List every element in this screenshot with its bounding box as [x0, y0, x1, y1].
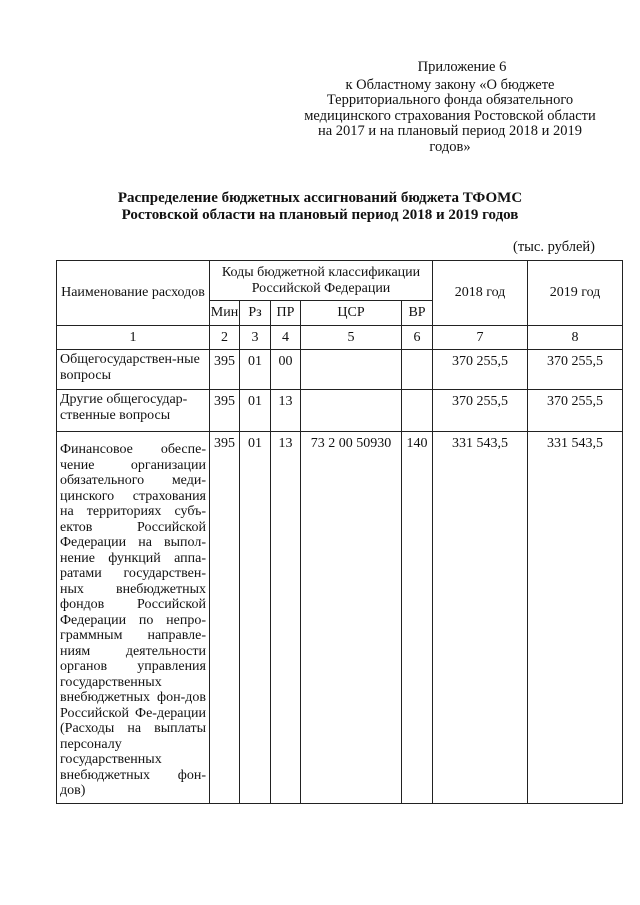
header-codes: Коды бюджетной классификации Российской Федерации [210, 261, 433, 301]
header-name: Наименование расходов [57, 261, 210, 326]
header-min: Мин [210, 301, 240, 326]
header-vr: ВР [402, 301, 433, 326]
row-min: 395 [210, 390, 240, 432]
column-number: 8 [528, 326, 623, 350]
row-csr: 73 2 00 50930 [301, 432, 402, 804]
header-csr: ЦСР [301, 301, 402, 326]
row-rz: 01 [240, 350, 271, 390]
row-2019: 370 255,5 [528, 390, 623, 432]
units-note: (тыс. рублей) [513, 239, 595, 255]
column-number: 6 [402, 326, 433, 350]
row-vr: 140 [402, 432, 433, 804]
document-title-line-1: Распределение бюджетных ассигнований бюджета ТФОМС [117, 190, 523, 206]
row-rz: 01 [240, 432, 271, 804]
column-number: 1 [57, 326, 210, 350]
appendix-law-reference: к Областному закону «О бюджете Территориального фонда обязательного медицинского страхования Ростовской области на 2017 и на плановый период 2018 и 2019 годов» [304, 76, 596, 155]
row-pr: 13 [271, 432, 301, 804]
row-2019: 370 255,5 [528, 350, 623, 390]
header-rz: Рз [240, 301, 271, 326]
row-pr: 13 [271, 390, 301, 432]
row-2018: 370 255,5 [433, 350, 528, 390]
row-min: 395 [210, 350, 240, 390]
row-csr [301, 390, 402, 432]
row-csr [301, 350, 402, 390]
document-title-line-2: Ростовской области на плановый период 2018 и 2019 годов [121, 207, 519, 223]
column-number-row [57, 326, 623, 350]
column-number: 7 [433, 326, 528, 350]
column-number: 5 [301, 326, 402, 350]
row-name: Общегосударствен-ные вопросы [57, 350, 210, 390]
row-vr [402, 390, 433, 432]
header-2018: 2018 год [433, 261, 528, 326]
row-name: Другие общегосудар-ственные вопросы [57, 390, 210, 432]
column-number: 2 [210, 326, 240, 350]
column-number: 3 [240, 326, 271, 350]
row-2018: 331 543,5 [433, 432, 528, 804]
appendix-title: Приложение 6 [417, 59, 507, 75]
row-2019: 331 543,5 [528, 432, 623, 804]
table-row [57, 390, 623, 432]
row-pr: 00 [271, 350, 301, 390]
budget-table [56, 260, 623, 804]
header-2019: 2019 год [528, 261, 623, 326]
column-number: 4 [271, 326, 301, 350]
row-rz: 01 [240, 390, 271, 432]
row-name: Финансовое обеспе-чение организации обязательного меди-цинского страхования на территориях субъ-ектов Российской Федерации на выпол-нение функций аппа-ратами государствен-ных внебюджетных фондов Российской Федерации по непро-граммным направле-ниям деятельности органов управления государственных внебюджетных фон-дов Российской Фе-дерации (Расходы на выплаты персоналу государственных внебюджетных фон-дов) [57, 432, 210, 804]
row-vr [402, 350, 433, 390]
table-row [57, 350, 623, 390]
row-2018: 370 255,5 [433, 390, 528, 432]
header-pr: ПР [271, 301, 301, 326]
appendix-block [300, 60, 600, 155]
document-title [30, 190, 610, 224]
row-min: 395 [210, 432, 240, 804]
table-row [57, 432, 623, 804]
